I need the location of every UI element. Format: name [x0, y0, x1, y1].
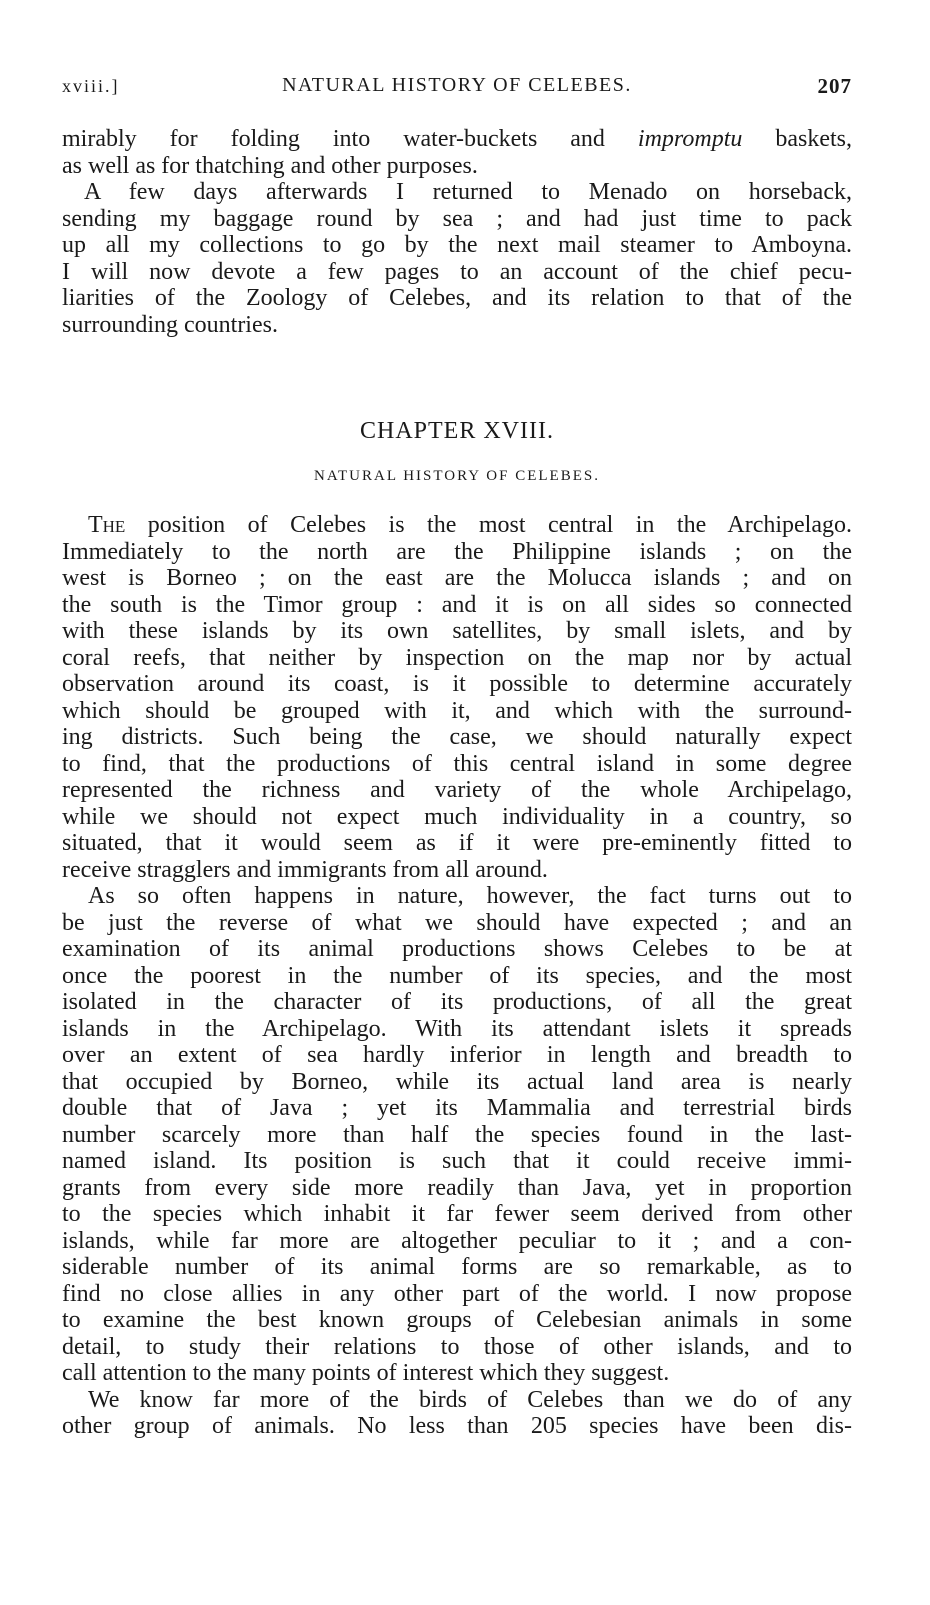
line-text: isolated in the character of its productions, of all the great [62, 989, 852, 1015]
text-line [62, 565, 852, 592]
text-line [62, 724, 852, 751]
continued-text [62, 126, 852, 338]
line-text: call attention to the many points of interest which they suggest. [62, 1360, 670, 1386]
text-line [62, 804, 852, 831]
page-number: 207 [817, 74, 852, 98]
line-text: As so often happens in nature, however, the fact turns out to [88, 883, 852, 909]
text-line [62, 751, 852, 778]
line-text: coral reefs, that neither by inspection on the map nor by actual [62, 644, 852, 671]
text-line [62, 126, 852, 153]
text-line [62, 1334, 852, 1361]
text-line [62, 1254, 852, 1281]
chapter-body-text [62, 512, 852, 1440]
text-line [62, 1095, 852, 1122]
line-text: that occupied by Borneo, while its actual land area is nearly [62, 1068, 852, 1095]
text-line [62, 989, 852, 1016]
line-text: A few days afterwards I returned to Menado on horseback, [84, 179, 852, 205]
line-text: I will now devote a few pages to an account of the chief pecu- [62, 258, 852, 285]
text-line [62, 1413, 852, 1440]
line-text: be just the reverse of what we should have expected ; and an [62, 909, 852, 936]
text-line [62, 1201, 852, 1228]
text-line [62, 153, 852, 180]
text-line [62, 206, 852, 233]
line-text: receive stragglers and immigrants from all around. [62, 856, 548, 883]
text-line [62, 1228, 852, 1255]
line-text: situated, that it would seem as if it were pre-eminently fitted to [62, 830, 852, 856]
text-line [62, 777, 852, 804]
line-text: to find, that the productions of this central island in some degree [62, 750, 852, 777]
line-text: named island. Its position is such that it could receive immi- [62, 1148, 852, 1174]
line-text: the south is the Timor group : and it is on all sides so connected [62, 591, 852, 618]
chapter-marker: xviii.] [62, 76, 120, 96]
chapter-title: CHAPTER XVIII. [360, 418, 554, 444]
line-text: as well as for thatching and other purposes. [62, 152, 478, 179]
line-text: examination of its animal productions shows Celebes to be at [62, 936, 852, 962]
text-line [62, 1016, 852, 1043]
running-head [62, 70, 852, 104]
text-line [62, 1069, 852, 1096]
line-text: mirably for folding into water-buckets and [62, 126, 638, 152]
text-line [62, 539, 852, 566]
drop-lead-word: The [88, 512, 126, 538]
text-line [62, 1360, 852, 1387]
line-text: once the poorest in the number of its species, and the most [62, 962, 852, 989]
line-text: islands in the Archipelago. With its attendant islets it spreads [62, 1015, 852, 1042]
text-line [62, 1175, 852, 1202]
line-text: find no close allies in any other part of the world. I now propose [62, 1280, 852, 1307]
line-text: with these islands by its own satellites, by small islets, and by [62, 618, 852, 644]
text-line [62, 1387, 852, 1414]
line-text: up all my collections to go by the next mail steamer to Amboyna. [62, 232, 852, 258]
italic-word: impromptu [637, 126, 743, 152]
line-text: islands, while far more are altogether peculiar to it ; and a con- [62, 1227, 852, 1254]
text-line [62, 936, 852, 963]
line-text: Immediately to the north are the Philippine islands ; on the [62, 538, 852, 565]
text-line [62, 618, 852, 645]
text-line [62, 830, 852, 857]
line-text: while we should not expect much individuality in a country, so [62, 803, 852, 830]
line-text: west is Borneo ; on the east are the Molucca islands ; and on [62, 565, 852, 591]
text-line [62, 1122, 852, 1149]
line-text: ing districts. Such being the case, we should naturally expect [62, 724, 852, 750]
line-text: liarities of the Zoology of Celebes, and its relation to that of the [62, 285, 852, 311]
line-text: surrounding countries. [62, 311, 278, 338]
text-line [62, 232, 852, 259]
text-line [62, 1281, 852, 1308]
line-text: grants from every side more readily than Java, yet in proportion [62, 1174, 852, 1201]
text-line [62, 179, 852, 206]
line-text: other group of animals. No less than 205 species have been dis- [62, 1413, 852, 1439]
text-line [62, 883, 852, 910]
line-text: to the species which inhabit it far fewer seem derived from other [62, 1201, 852, 1227]
text-line [62, 312, 852, 339]
text-line [62, 1307, 852, 1334]
text-line [62, 963, 852, 990]
text-line [62, 285, 852, 312]
line-text: siderable number of its animal forms are so remarkable, as to [62, 1254, 852, 1280]
line-text: We know far more of the birds of Celebes than we do of any [88, 1386, 852, 1413]
text-line [62, 1042, 852, 1069]
text-line [62, 512, 852, 539]
chapter-subtitle: NATURAL HISTORY OF CELEBES. [314, 468, 600, 484]
text-line [62, 857, 852, 884]
line-text: over an extent of sea hardly inferior in length and breadth to [62, 1042, 852, 1068]
line-text: represented the richness and variety of the whole Archipelago, [62, 777, 852, 803]
line-text: number scarcely more than half the species found in the last- [62, 1121, 852, 1148]
text-line [62, 1148, 852, 1175]
running-title: NATURAL HISTORY OF CELEBES. [282, 74, 632, 96]
text-line [62, 910, 852, 937]
line-text: double that of Java ; yet its Mammalia and terrestrial birds [62, 1095, 852, 1121]
line-text: position of Celebes is the most central in the Archipelago. [125, 512, 852, 538]
line-text-tail: baskets, [742, 126, 852, 152]
line-text: to examine the best known groups of Celebesian animals in some [62, 1307, 852, 1333]
text-line [62, 671, 852, 698]
text-line [62, 645, 852, 672]
book-page [62, 70, 852, 1440]
line-text: which should be grouped with it, and which with the surround- [62, 697, 852, 724]
line-text: detail, to study their relations to those of other islands, and to [62, 1333, 852, 1360]
line-text: sending my baggage round by sea ; and had just time to pack [62, 205, 852, 232]
text-line [62, 698, 852, 725]
text-line [62, 592, 852, 619]
line-text: observation around its coast, is it possible to determine accurately [62, 671, 852, 697]
text-line [62, 259, 852, 286]
